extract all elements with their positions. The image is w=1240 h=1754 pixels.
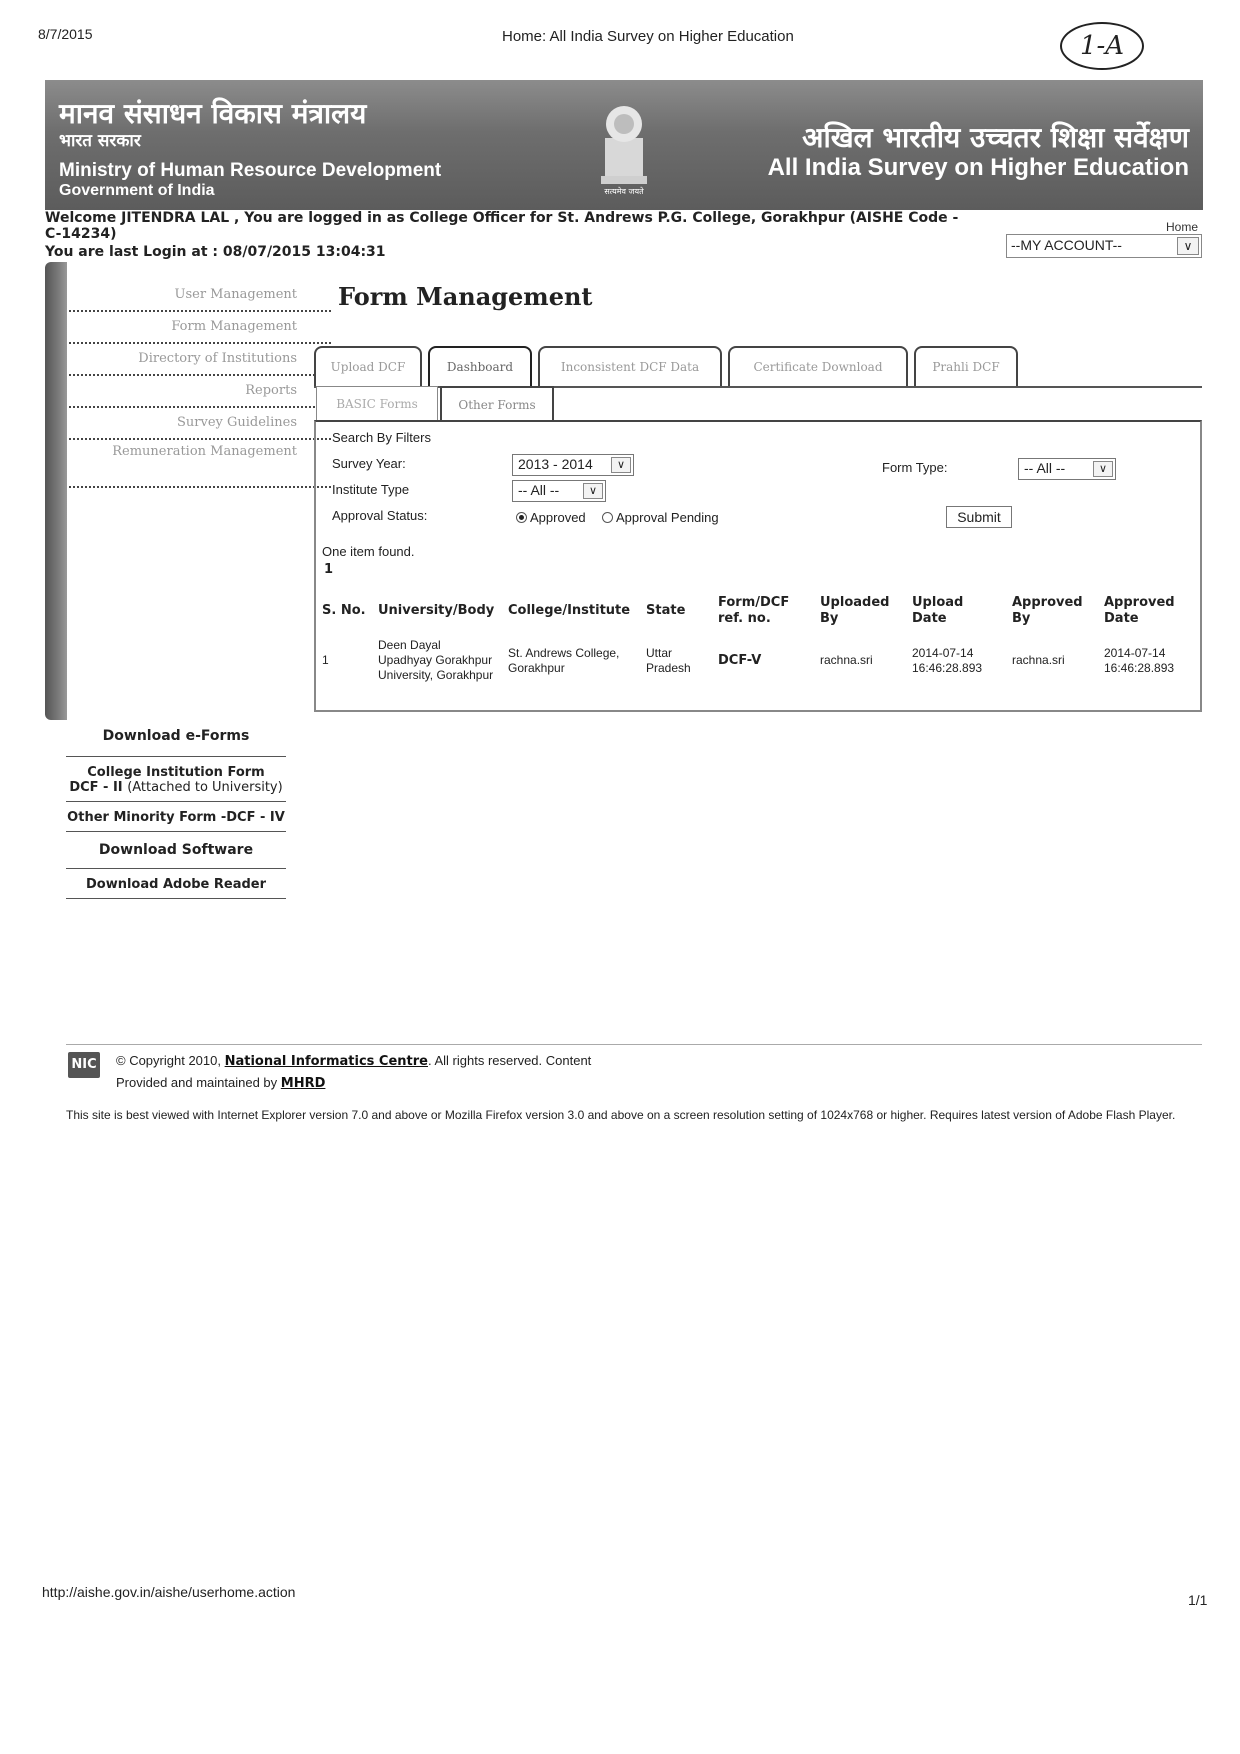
print-title: Home: All India Survey on Higher Education [502, 28, 794, 45]
survey-year-value: 2013 - 2014 [518, 456, 593, 472]
provided-text: Provided and maintained by [116, 1075, 278, 1090]
col-approved-date[interactable]: Approved Date [1104, 595, 1175, 626]
banner-hindi-survey: अखिल भारतीय उच्चतर शिक्षा सर्वेक्षण [802, 121, 1189, 154]
sidebar-bar [45, 262, 67, 720]
institute-type-label: Institute Type [332, 482, 410, 497]
tab-dashboard[interactable]: Dashboard [428, 346, 532, 386]
form-type-value: -- All -- [1024, 460, 1066, 476]
col-university[interactable]: University/Body [378, 603, 495, 618]
sidebar-menu [69, 280, 331, 488]
tab-certificate-download[interactable]: Certificate Download [728, 346, 908, 386]
college-institution-form-link[interactable] [66, 756, 286, 801]
chevron-down-icon: ∨ [583, 483, 603, 499]
cell-form-ref[interactable]: DCF-V [718, 653, 762, 668]
submit-button[interactable]: Submit [946, 506, 1012, 528]
radio-unselected-icon [602, 512, 613, 523]
banner-hindi-ministry: मानव संसाधन विकास मंत्रालय [59, 97, 367, 130]
cell-state: Uttar Pradesh [646, 645, 691, 675]
col-college[interactable]: College/Institute [508, 603, 631, 618]
table-header-row [316, 588, 1202, 634]
survey-year-label: Survey Year: [332, 456, 406, 471]
print-page-number: 1/1 [1188, 1592, 1208, 1608]
form-type-select[interactable] [1018, 458, 1116, 480]
sidebar [45, 262, 297, 720]
banner-ministry: Ministry of Human Resource Development [59, 160, 442, 181]
col-uploaded-by[interactable]: Uploaded By [820, 595, 890, 626]
footer-divider [66, 1044, 1202, 1045]
subtab-other-forms[interactable]: Other Forms [440, 386, 554, 422]
site-banner [45, 80, 1203, 210]
cell-upload-date: 2014-07-14 16:46:28.893 [912, 645, 983, 675]
approved-label: Approved [530, 510, 586, 525]
subtab-basic-forms[interactable]: BASIC Forms [316, 386, 438, 422]
col-sno[interactable]: S. No. [322, 603, 366, 618]
approval-status-label: Approval Status: [332, 508, 428, 523]
mhrd-link[interactable]: MHRD [280, 1076, 326, 1091]
approval-pending-radio[interactable] [602, 510, 719, 525]
chevron-down-icon: ∨ [611, 457, 631, 473]
tab-inconsistent-dcf[interactable]: Inconsistent DCF Data [538, 346, 722, 386]
sidebar-item-survey-guidelines[interactable]: Survey Guidelines [69, 408, 331, 440]
col-approved-by[interactable]: Approved By [1012, 595, 1083, 626]
approval-pending-label: Approval Pending [616, 510, 719, 525]
sidebar-item-user-management[interactable]: User Management [69, 280, 331, 312]
my-account-select[interactable] [1006, 234, 1202, 258]
download-eforms-title: Download e-Forms [102, 728, 250, 744]
result-count: One item found. [322, 544, 415, 559]
table-row [316, 634, 1202, 687]
chevron-down-icon: ∨ [1177, 237, 1199, 255]
college-form-sub: DCF - II [69, 780, 123, 795]
home-link[interactable]: Home [1166, 220, 1199, 234]
sidebar-item-form-management[interactable]: Form Management [69, 312, 331, 344]
tab-upload-dcf[interactable]: Upload DCF [314, 346, 422, 386]
col-form-ref[interactable]: Form/DCF ref. no. [718, 595, 790, 626]
print-url: http://aishe.gov.in/aishe/userhome.action [42, 1584, 296, 1600]
survey-year-select[interactable] [512, 454, 634, 476]
download-list [66, 756, 286, 899]
form-type-label: Form Type: [882, 460, 948, 475]
cell-college: St. Andrews College, Gorakhpur [508, 645, 620, 675]
nic-link[interactable]: National Informatics Centre [224, 1054, 428, 1069]
minority-form-link[interactable]: Other Minority Form -DCF - IV [66, 801, 286, 831]
college-form-title: College Institution Form [87, 765, 265, 780]
results-table [316, 588, 1202, 687]
welcome-message: Welcome JITENDRA LAL , You are logged in as College Officer for St. Andrews P.G. College, Gorakhpur (AISHE Code - C-14234) [45, 210, 959, 242]
col-upload-date[interactable]: Upload Date [912, 595, 964, 626]
filters-title: Search By Filters [332, 430, 431, 445]
nic-logo: NIC [68, 1052, 100, 1078]
banner-govt: Government of India [59, 182, 215, 199]
last-login: You are last Login at : 08/07/2015 13:04:31 [45, 244, 386, 260]
sidebar-item-remuneration[interactable]: Remuneration Management [69, 440, 331, 488]
copyright-text: © Copyright 2010, [116, 1053, 221, 1068]
col-state[interactable]: State [646, 603, 686, 618]
banner-hindi-govt: भारत सरकार [59, 131, 141, 151]
banner-survey-title: All India Survey on Higher Education [767, 154, 1189, 181]
college-form-note: (Attached to University) [127, 780, 283, 795]
cell-approved-by: rachna.sri [1012, 653, 1065, 667]
download-adobe-link[interactable]: Download Adobe Reader [66, 868, 286, 899]
browser-note: This site is best viewed with Internet Explorer version 7.0 and above or Mozilla Firefox version 3.0 and above on a screen resolution setting of 1024x768 or higher. Requires latest version of Adobe Flash Player. [66, 1108, 1176, 1122]
search-panel [314, 420, 1202, 712]
radio-selected-icon [516, 512, 527, 523]
emblem-caption: सत्यमेव जयते [604, 187, 644, 196]
download-software-link[interactable]: Download Software [66, 831, 286, 868]
handwritten-ref-mark: 1-A [1060, 22, 1144, 70]
page-title: Form Management [338, 282, 593, 311]
chevron-down-icon: ∨ [1093, 461, 1113, 477]
cell-uploaded-by: rachna.sri [820, 653, 873, 667]
cell-approved-date: 2014-07-14 16:46:28.893 [1104, 645, 1175, 675]
institute-type-value: -- All -- [518, 482, 560, 498]
page-number-link[interactable]: 1 [324, 562, 334, 577]
cell-university: Deen Dayal Upadhyay Gorakhpur University, Gorakhpur [378, 638, 494, 682]
tab-prahli-dcf[interactable]: Prahli DCF [914, 346, 1018, 386]
copyright [116, 1050, 591, 1094]
approved-radio[interactable] [516, 510, 586, 525]
my-account-value: --MY ACCOUNT-- [1011, 237, 1122, 253]
sidebar-item-directory[interactable]: Directory of Institutions [69, 344, 331, 376]
print-date: 8/7/2015 [38, 26, 93, 42]
rights-text: . All rights reserved. Content [427, 1053, 592, 1068]
sidebar-item-reports[interactable]: Reports [69, 376, 331, 408]
national-emblem-icon [591, 98, 657, 198]
institute-type-select[interactable] [512, 480, 606, 502]
cell-sno: 1 [322, 653, 329, 667]
